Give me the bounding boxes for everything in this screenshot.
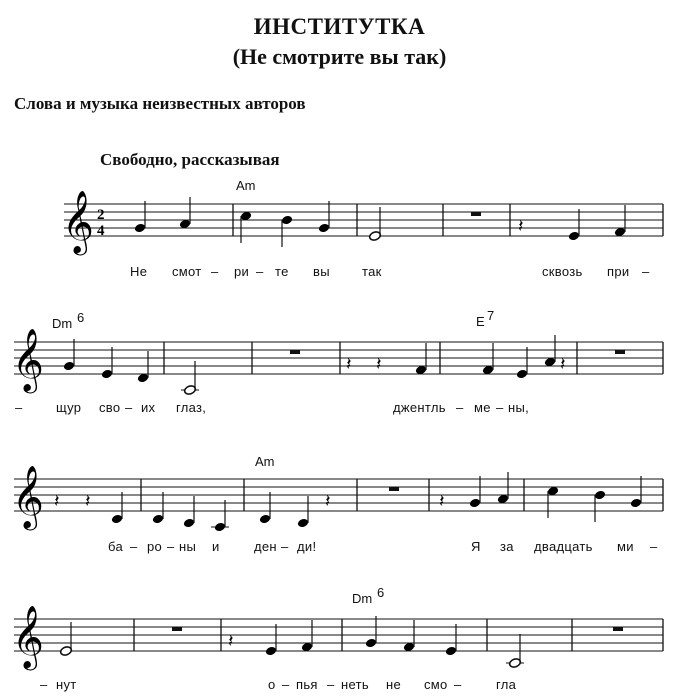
whole-rest [610,627,626,631]
lyric-hyphen: – [15,400,23,415]
lyric-syllable: сквозь [542,264,583,279]
lyric-syllable: ны [179,539,197,554]
lyrics-line [15,400,529,415]
note [403,620,415,652]
lyric-syllable: ме [474,400,491,415]
note [594,490,606,522]
lyric-hyphen: – [167,539,175,554]
note [240,211,252,243]
chord-name: Am [236,178,256,193]
lyrics-line [130,264,650,279]
staff-system-2 [12,308,663,415]
chord-name: Dm [52,316,73,331]
lyrics-line [108,539,658,554]
lyric-syllable: джентль [393,400,446,415]
lyric-hyphen: – [642,264,650,279]
lyric-syllable: при [607,264,630,279]
lyric-syllable: Я [471,539,481,554]
note [152,492,164,524]
lyric-syllable: Не [130,264,148,279]
note [469,476,481,508]
treble-clef-icon: 𝄞 [12,465,44,528]
lyric-hyphen: – [40,677,48,692]
tempo-marking: Свободно, рассказывая [100,150,280,169]
lyric-syllable: ден [254,539,277,554]
whole-rest [386,487,402,491]
note [630,476,642,508]
lyric-syllable: вы [313,264,330,279]
time-signature-top: 2 [97,207,105,223]
lyric-syllable: те [275,264,289,279]
whole-rest [169,627,185,631]
lyric-syllable: глаз, [176,400,207,415]
lyric-hyphen: – [454,677,462,692]
quarter-rest-icon: 𝄽 [325,491,331,512]
note [365,616,377,648]
note [547,486,559,518]
lyric-syllable: за [500,539,514,554]
note [259,492,271,524]
note [101,347,113,379]
staff-lines [14,479,663,511]
note [265,624,277,656]
lyric-syllable: сво [99,400,121,415]
lyric-syllable: смот [172,264,202,279]
note [183,496,195,528]
chord-superscript: 6 [77,310,85,325]
treble-clef-icon: 𝄞 [12,328,44,391]
note [179,197,191,229]
lyric-syllable: пья [296,677,318,692]
note [516,347,528,379]
quarter-rest-icon: 𝄽 [85,491,91,512]
lyric-syllable: ми [617,539,634,554]
note [211,500,229,532]
note [297,496,309,528]
song-title: ИНСТИТУТКА [253,14,426,39]
lyric-hyphen: – [130,539,138,554]
chord-name: Dm [352,591,373,606]
notes [54,472,642,532]
staff-system-3 [12,454,663,554]
note [137,351,149,383]
staff-system-4 [12,585,663,692]
staff-lines [14,342,663,374]
lyric-syllable: ро [147,539,163,554]
chord-symbol [352,585,384,606]
lyric-syllable: ди! [297,539,317,554]
lyric-syllable: ба [108,539,123,554]
whole-rest [612,350,628,354]
lyric-syllable: гла [496,677,517,692]
treble-clef-icon: 𝄞 [62,190,94,253]
quarter-rest-icon: 𝄽 [560,354,566,375]
lyric-syllable: щур [56,400,82,415]
lyric-syllable: нут [56,677,77,692]
lyric-hyphen: – [125,400,133,415]
treble-clef-icon: 𝄞 [12,605,44,668]
note [134,201,146,233]
whole-rest [287,350,303,354]
whole-rest [468,212,484,216]
chord-symbol [236,178,256,193]
lyric-syllable: ны, [508,400,530,415]
chord-symbol [52,310,84,331]
lyric-hyphen: – [211,264,219,279]
staff-lines [14,619,663,651]
lyric-syllable: смо [424,677,448,692]
lyric-syllable: двадцать [534,539,593,554]
authors-line: Слова и музыка неизвестных авторов [14,94,306,113]
note [281,215,293,247]
quarter-rest-icon: 𝄽 [518,216,524,237]
quarter-rest-icon: 𝄽 [228,631,234,652]
chord-superscript: 6 [377,585,385,600]
chord-name: Am [255,454,275,469]
note [415,343,427,375]
lyric-hyphen: – [256,264,264,279]
staff-system-1 [62,178,663,279]
note [445,624,457,656]
note [497,472,509,504]
note [482,343,494,375]
note [111,492,123,524]
note [544,335,556,367]
notes [63,335,628,395]
note [568,209,580,241]
note [614,205,626,237]
chord-superscript: 7 [487,308,495,323]
chord-name: E [476,314,485,329]
lyric-hyphen: – [650,539,658,554]
lyrics-line [40,677,517,692]
lyric-syllable: и [212,539,220,554]
note [318,201,330,233]
chord-symbol [476,308,494,329]
lyric-hyphen: – [282,677,290,692]
staff-lines [64,204,663,236]
lyric-hyphen: – [327,677,335,692]
quarter-rest-icon: 𝄽 [376,354,382,375]
lyric-syllable: неть [341,677,369,692]
lyric-syllable: так [362,264,382,279]
quarter-rest-icon: 𝄽 [346,354,352,375]
quarter-rest-icon: 𝄽 [54,491,60,512]
note [63,339,75,371]
notes [60,616,626,668]
note [301,620,313,652]
lyric-hyphen: – [496,400,504,415]
lyric-syllable: их [141,400,156,415]
chord-symbol [255,454,275,469]
lyric-syllable: о [268,677,276,692]
time-signature-bottom: 4 [97,223,105,239]
lyric-syllable: ри [234,264,250,279]
lyric-hyphen: – [456,400,464,415]
song-subtitle: (Не смотрите вы так) [232,44,447,69]
lyric-syllable: не [386,677,402,692]
lyric-hyphen: – [281,539,289,554]
quarter-rest-icon: 𝄽 [439,491,445,512]
